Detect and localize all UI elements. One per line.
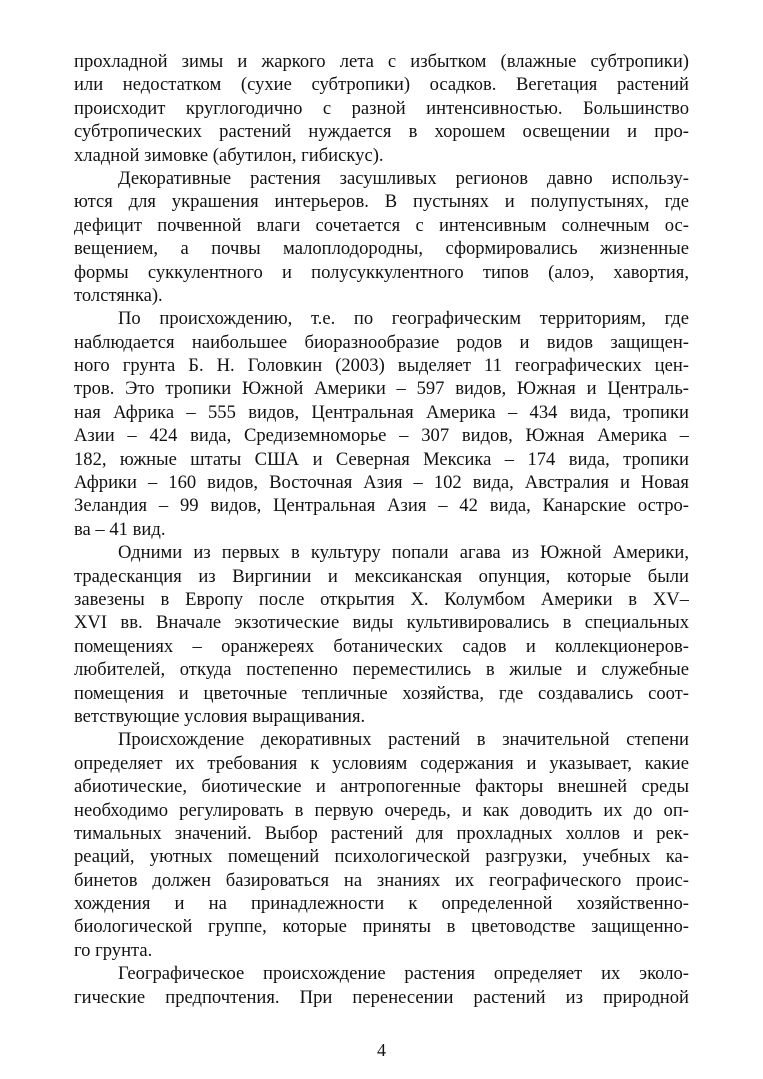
text-line: Африки – 160 видов, Восточная Азия – 102 вида, Австралия и Новая xyxy=(74,472,689,494)
text-line: или недостатком (сухие субтропики) осадков. Вегетация растений xyxy=(74,74,689,96)
text-line: ного грунта Б. Н. Головкин (2003) выделяет 11 географических цен- xyxy=(74,355,689,377)
text-line: помещениях – оранжереях ботанических садов и коллекционеров- xyxy=(74,635,689,657)
text-line: традесканция из Виргинии и мексиканская опунция, которые были xyxy=(74,565,689,587)
text-line: определяет их требования к условиям содержания и указывает, какие xyxy=(74,752,689,774)
text-line: XVI вв. Вначале экзотические виды культивировались в специальных xyxy=(74,612,689,634)
text-line: завезены в Европу после открытия Х. Колумбом Америки в XV– xyxy=(74,588,689,610)
paragraph-1 xyxy=(74,50,689,167)
text-line: Зеландия – 99 видов, Центральная Азия – 42 вида, Канарские остро- xyxy=(74,495,689,517)
paragraph-5 xyxy=(74,728,689,962)
text-line: помещения и цветочные тепличные хозяйства, где создавались соот- xyxy=(74,682,689,704)
document-page xyxy=(74,50,689,1009)
paragraph-3 xyxy=(74,307,689,541)
text-line: хождения и на принадлежности к определенной хозяйственно- xyxy=(74,893,689,915)
text-line: субтропических растений нуждается в хорошем освещении и про- xyxy=(74,121,689,143)
text-line: происходит круглогодично с разной интенсивностью. Большинство xyxy=(74,97,689,119)
text-line: ветствующие условия выращивания. xyxy=(74,705,366,727)
text-line: любителей, откуда постепенно переместились в жилые и служебные xyxy=(74,659,689,681)
text-line: тимальных значений. Выбор растений для прохладных холлов и рек- xyxy=(74,822,689,844)
text-line: ются для украшения интерьеров. В пустынях и полупустынях, где xyxy=(74,191,689,213)
paragraph-4 xyxy=(74,541,689,728)
text-line: биологической группе, которые приняты в цветоводстве защищенно- xyxy=(74,916,689,938)
text-line: ва – 41 вид. xyxy=(74,518,166,540)
text-line: формы суккулентного и полусуккулентного типов (алоэ, хавортия, xyxy=(74,261,689,283)
text-line: По происхождению, т.е. по географическим территориям, где xyxy=(118,308,689,330)
text-line: бинетов должен базироваться на знаниях их географического проис- xyxy=(74,869,689,891)
text-line: гические предпочтения. При перенесении растений из природной xyxy=(74,986,689,1008)
page-number: 4 xyxy=(377,1040,386,1060)
text-line: Декоративные растения засушливых регионов давно использу- xyxy=(118,167,689,189)
text-line: хладной зимовке (абутилон, гибискус). xyxy=(74,144,384,166)
text-line: толстянка). xyxy=(74,284,163,306)
text-line: вещением, а почвы малоплодородны, сформировались жизненные xyxy=(74,238,689,260)
text-line: го грунта. xyxy=(74,939,153,961)
text-line: ная Африка – 555 видов, Центральная Америка – 434 вида, тропики xyxy=(74,401,689,423)
text-line: реаций, уютных помещений психологической разгрузки, учебных ка- xyxy=(74,846,689,868)
paragraph-6 xyxy=(74,962,689,1009)
paragraph-2 xyxy=(74,167,689,307)
text-line: Происхождение декоративных растений в значительной степени xyxy=(118,729,689,751)
text-line: прохладной зимы и жаркого лета с избытком (влажные субтропики) xyxy=(74,51,689,72)
text-line: Одними из первых в культуру попали агава из Южной Америки, xyxy=(118,542,689,564)
text-line: наблюдается наибольшее биоразнообразие родов и видов защищен- xyxy=(74,331,689,353)
text-line: Азии – 424 вида, Средиземноморье – 307 видов, Южная Америка – xyxy=(74,425,689,447)
text-line: абиотические, биотические и антропогенные факторы внешней среды xyxy=(74,776,689,798)
text-line: тров. Это тропики Южной Америки – 597 видов, Южная и Централь- xyxy=(74,378,689,400)
text-line: дефицит почвенной влаги сочетается с интенсивным солнечным ос- xyxy=(74,214,689,236)
text-line: необходимо регулировать в первую очередь, и как доводить их до оп- xyxy=(74,799,689,821)
text-line: Географическое происхождение растения определяет их эколо- xyxy=(118,963,689,985)
text-line: 182, южные штаты США и Северная Мексика – 174 вида, тропики xyxy=(74,448,689,470)
